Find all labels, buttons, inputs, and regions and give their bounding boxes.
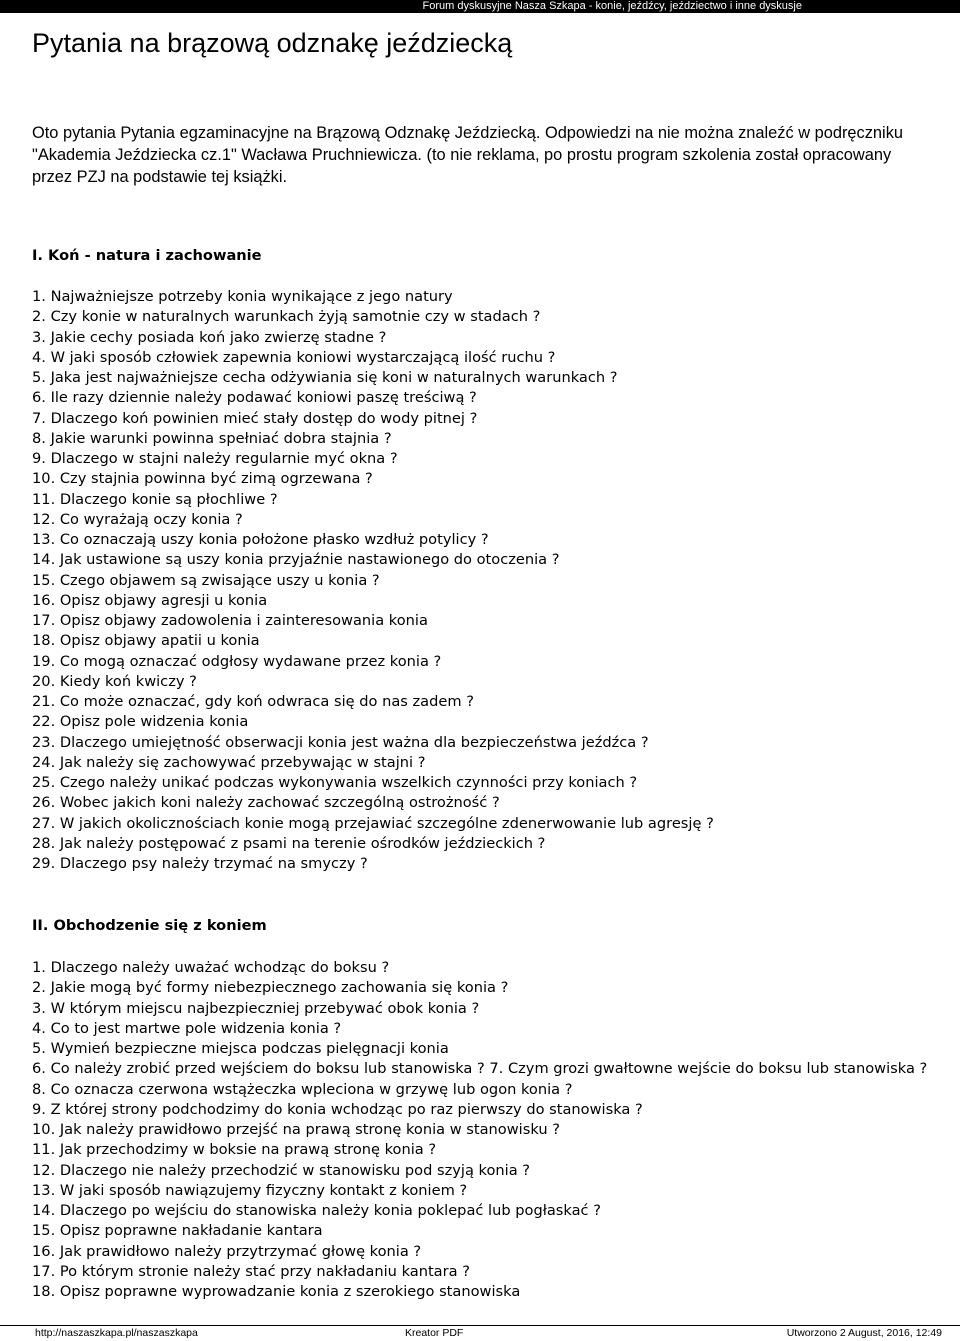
question-item: 3. W którym miejscu najbezpieczniej przebywać obok konia ?	[32, 999, 480, 1017]
question-item: 1. Dlaczego należy uważać wchodząc do boksu ?	[32, 959, 390, 976]
question-item: 9. Dlaczego w stajni należy regularnie myć okna ?	[32, 450, 398, 467]
question-item: 15. Czego objawem są zwisające uszy u konia ?	[32, 571, 380, 589]
question-item: 16. Jak prawidłowo należy przytrzymać głowę konia ?	[32, 1242, 422, 1260]
question-item: 10. Czy stajnia powinna być zimą ogrzewana ?	[32, 470, 373, 488]
section-heading: II. Obchodzenie się z koniem	[32, 917, 267, 934]
question-item: 21. Co może oznaczać, gdy koń odwraca się do nas zadem ?	[32, 693, 474, 710]
question-item: 10. Jak należy prawidłowo przejść na prawą stronę konia w stanowisku ?	[32, 1121, 560, 1138]
question-item: 17. Po którym stronie należy stać przy nakładaniu kantara ?	[32, 1262, 470, 1280]
question-item: 17. Opisz objawy zadowolenia i zainteresowania konia	[32, 612, 428, 629]
site-header-bar	[0, 0, 960, 13]
page-footer	[0, 1325, 960, 1341]
question-item: 7. Dlaczego koń powinien mieć stały dostęp do wody pitnej ?	[32, 409, 478, 427]
question-item: 16. Opisz objawy agresji u konia	[32, 591, 268, 609]
question-list	[32, 958, 932, 1302]
question-item: 3. Jakie cechy posiada koń jako zwierzę stadne ?	[32, 328, 387, 346]
question-item: 23. Dlaczego umiejętność obserwacji konia jest ważna dla bezpieczeństwa jeźdźca ?	[32, 733, 649, 751]
question-item: 12. Co wyrażają oczy konia ?	[32, 510, 243, 528]
footer-created-date: Utworzono 2 August, 2016, 12:49	[786, 1327, 942, 1339]
question-item: 5. Wymień bezpieczne miejsca podczas pielęgnacji konia	[32, 1040, 449, 1057]
question-item: 5. Jaka jest najważniejsze cecha odżywiania się koni w naturalnych warunkach ?	[32, 369, 618, 386]
question-list	[32, 287, 932, 874]
question-item: 1. Najważniejsze potrzeby konia wynikające z jego natury	[32, 288, 453, 305]
question-item: 19. Co mogą oznaczać odgłosy wydawane przez konia ?	[32, 652, 442, 670]
question-item: 11. Jak przechodzimy w boksie na prawą stronę konia ?	[32, 1141, 437, 1159]
question-item: 20. Kiedy koń kwiczy ?	[32, 672, 197, 690]
question-item: 14. Jak ustawione są uszy konia przyjaźnie nastawionego do otoczenia ?	[32, 551, 560, 569]
footer-creator: Kreator PDF	[405, 1327, 464, 1339]
question-item: 4. W jaki sposób człowiek zapewnia koniowi wystarczającą ilość ruchu ?	[32, 348, 556, 366]
site-name: Forum dyskusyjne Nasza Szkapa - konie, jeźdźcy, jeździectwo i inne dyskusje	[422, 0, 802, 12]
question-item: 6. Co należy zrobić przed wejściem do boksu lub stanowiska ? 7. Czym grozi gwałtowne wejście do boksu lub stanowiska ?	[32, 1060, 928, 1078]
question-item: 15. Opisz poprawne nakładanie kantara	[32, 1222, 323, 1240]
question-item: 28. Jak należy postępować z psami na terenie ośrodków jeździeckich ?	[32, 834, 546, 852]
question-item: 22. Opisz pole widzenia konia	[32, 713, 249, 731]
question-item: 24. Jak należy się zachowywać przebywając w stajni ?	[32, 753, 426, 771]
question-item: 13. Co oznaczają uszy konia położone płasko wzdłuż potylicy ?	[32, 531, 489, 548]
question-item: 29. Dlaczego psy należy trzymać na smyczy ?	[32, 855, 368, 872]
section-heading: I. Koń - natura i zachowanie	[32, 247, 262, 264]
question-item: 4. Co to jest martwe pole widzenia konia ?	[32, 1019, 342, 1037]
question-item: 6. Ile razy dziennie należy podawać koniowi paszę treściwą ?	[32, 389, 477, 407]
question-item: 14. Dlaczego po wejściu do stanowiska należy konia poklepać lub pogłaskać ?	[32, 1202, 601, 1219]
question-item: 25. Czego należy unikać podczas wykonywania wszelkich czynności przy koniach ?	[32, 774, 638, 791]
question-item: 13. W jaki sposób nawiązujemy fizyczny kontakt z koniem ?	[32, 1181, 468, 1199]
question-item: 8. Jakie warunki powinna spełniać dobra stajnia ?	[32, 429, 392, 447]
question-item: 27. W jakich okolicznościach konie mogą przejawiać szczególne zdenerwowanie lub agresję ?	[32, 814, 714, 832]
question-item: 2. Czy konie w naturalnych warunkach żyją samotnie czy w stadach ?	[32, 308, 541, 326]
question-item: 11. Dlaczego konie są płochliwe ?	[32, 490, 278, 508]
footer-url: http://naszaszkapa.pl/naszaszkapa	[35, 1327, 198, 1339]
page-title: Pytania na brązową odznakę jeździecką	[32, 28, 513, 58]
intro-paragraph: Oto pytania Pytania egzaminacyjne na Brązową Odznakę Jeździecką. Odpowiedzi na nie można znaleźć w podręczniku "Akademia Jeździecka cz.1" Wacława Pruchniewicza. (to nie reklama, po prostu program szkolenia został opracowany przez PZJ na podstawie tej książki.	[32, 124, 904, 186]
question-item: 8. Co oznacza czerwona wstążeczka wpleciona w grzywę lub ogon konia ?	[32, 1080, 573, 1098]
question-item: 18. Opisz poprawne wyprowadzanie konia z szerokiego stanowiska	[32, 1283, 521, 1300]
question-item: 12. Dlaczego nie należy przechodzić w stanowisku pod szyją konia ?	[32, 1161, 531, 1179]
question-item: 26. Wobec jakich koni należy zachować szczególną ostrożność ?	[32, 794, 500, 812]
question-item: 18. Opisz objawy apatii u konia	[32, 632, 260, 650]
question-item: 9. Z której strony podchodzimy do konia wchodząc po raz pierwszy do stanowiska ?	[32, 1100, 643, 1118]
question-item: 2. Jakie mogą być formy niebezpiecznego zachowania się konia ?	[32, 979, 509, 997]
